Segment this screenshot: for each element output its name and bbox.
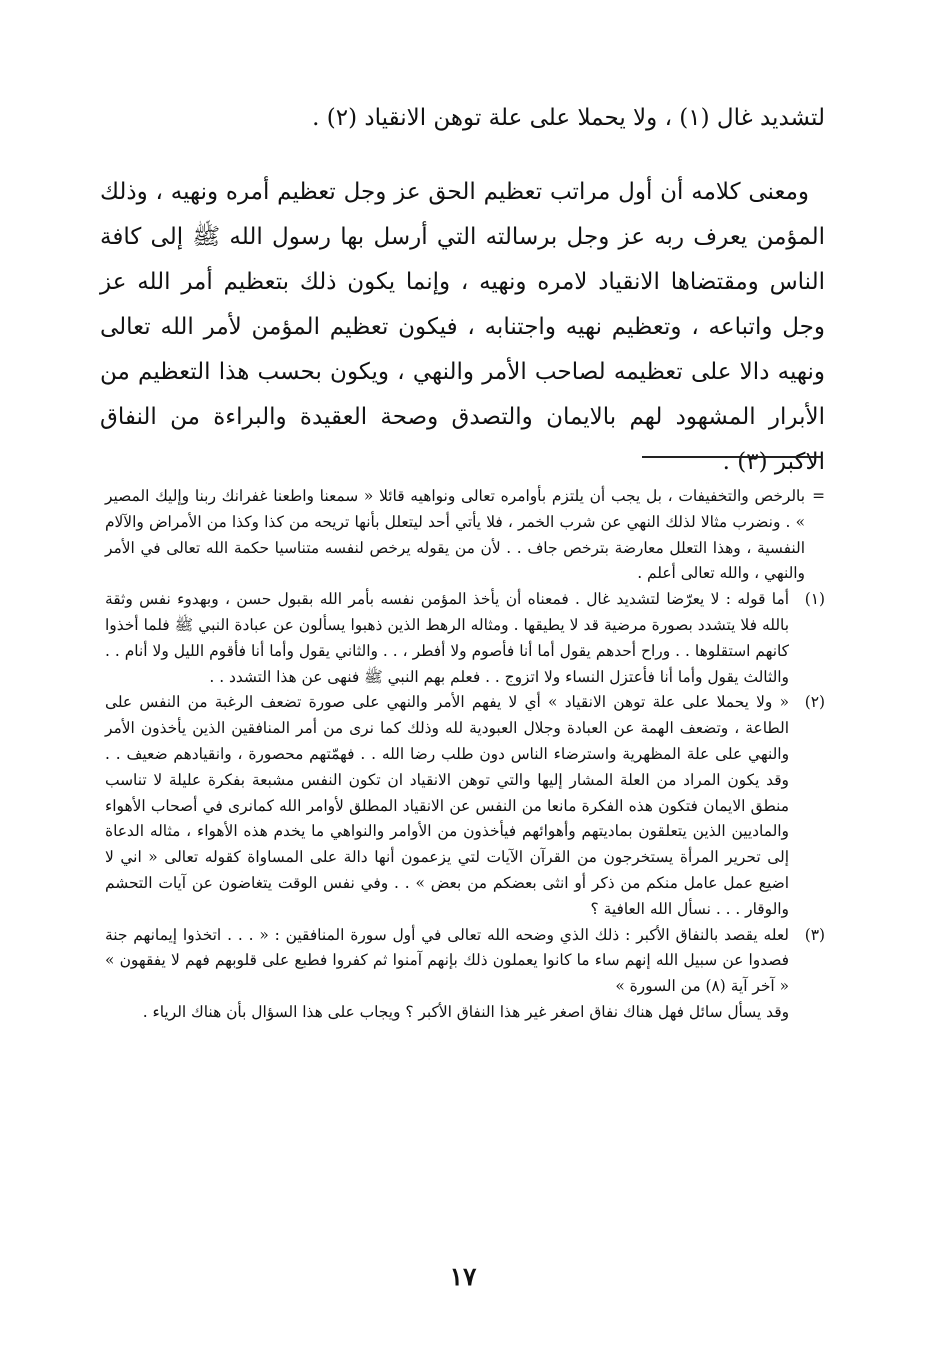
footnote-1 — [105, 587, 825, 690]
footnote-2-number: (٢) — [804, 693, 825, 712]
footnote-1-number: (١) — [804, 590, 825, 609]
page-number: ١٧ — [449, 1262, 477, 1291]
footnote-continuation — [105, 484, 825, 587]
footnote-3-text: لعله يقصد بالنفاق الأكبر : ذلك الذي وضحه الله تعالى في أول سورة المنافقين : « . . . اتخذوا إيمانهم جنة فصدوا عن سبيل الله إنهم ساء ما كانوا يعملون ذلك بإنهم آمنوا ثم كفروا فطبع على قلوبهم فهم لا يفقهون » « آخر آية (٨) من السورة » — [105, 925, 789, 996]
footnote-2-text: « ولا يحملا على علة توهن الانقياد » أي لا يفهم الأمر والنهي على صورة تضعف الرغبة من النفس على الطاعة ، وتضعف الهمة عن العبادة وجلال العبودية لله وذلك كما نرى من أمر المنافقين الذين يأخذون الأمر والنهي على علة المظهرية واسترضاء الناس دون طلب رضا الله . . فهمّتهم محصورة ، وانقيادهم ضعيف . . وقد يكون المراد من العلة المشار إليها والتي توهن الانقياد ان تكون النفس مشبعة بفكرة عليلة لا تناسب منطق الايمان فتكون هذه الفكرة مانعا من النفس عن الانقياد المطلق لأوامر الله كمانرى في أصحاب الأهواء والماديين الذين يتعلقون بماديتهم وأهوائهم فيأخذون من الأوامر والنواهي ما يخدم هذه الأهواء ، مثاله الدعاة إلى تحرير المرأة يستخرجون من القرآن الآيات لتي يزعمون أنها دالة على المساواة كقوله تعالى « اني لا اضيع عمل عامل منكم من ذكر أو انثى بعضكم من بعض » . . وفي نفس الوقت يتغاضون عن آيات التحشم والوقار . . . نسأل الله العافية ؟ — [105, 693, 789, 918]
footnote-3-continuation: وقد يسأل سائل فهل هناك نفاق اصغر غير هذا النفاق الأكبر ؟ ويجاب على هذا السؤال بأن هناك الرياء . — [142, 1002, 789, 1021]
main-text-first-line — [100, 96, 825, 141]
footnote-3 — [105, 923, 825, 1000]
main-paragraph: ومعنى كلامه أن أول مراتب تعظيم الحق عز وجل تعظيم أمره ونهيه ، وذلك المؤمن يعرف ربه عز وجل برسالته التي أرسل بها رسول الله ﷺ إلى كافة الناس ومقتضاها الانقياد لامره ونهيه ، وإنما يكون ذلك بتعظيم أمر الله عز وجل واتباعه ، وتعظيم نهيه واجتنابه ، فيكون تعظيم المؤمن لأمر الله تعالى ونهيه دالا على تعظيمه لصاحب الأمر والنهي ، ويكون بحسب هذا التعظيم من الأبرار المشهود لهم بالايمان والتصدق وصحة العقيدة والبراءة من النفاق الاكبر (٣) . — [100, 179, 825, 475]
footnote-1-text: أما قوله : لا يعرّضا لتشديد غال . فمعناه أن يأخذ المؤمن نفسه بأمر الله بقبول حسن ، وبهدوء نفس وثقة بالله فلا يتشدد بصورة مرضية قد لا يطيقها . ومثاله الرهط الذين ذهبوا يسألون عن عبادة النبي ﷺ فلما أخذوا كانهم استقلوها . . وراح أحدهم يقول أما أنا فأصوم ولا أفطر ، . . والثاني يقول وأما أنا فأقوم الليل ولا أنام . . والثالث يقول وأما أنا فأعتزل النساء ولا اتزوج . . فعلم بهم النبي ﷺ فنهى عن هذا التشدد . . — [105, 590, 789, 686]
main-paragraph-block — [100, 170, 825, 485]
main-line: لتشديد غال (١) ، ولا يحملا على علة توهن الانقياد (٢) . — [312, 105, 825, 131]
continuation-mark: = — [812, 487, 825, 505]
footnote-2 — [105, 690, 825, 922]
continuation-text: بالرخص والتخفيفات ، بل يجب أن يلتزم بأوامره تعالى ونواهيه قائلا « سمعنا واطعنا غفرانك ربنا وإليك المصير » . ونضرب مثالا لذلك النهي عن شرب الخمر ، فلا يأتي أحد ليتعلل بأنها تريحه من كذا وكذا من الأمراض والآلام النفسية ، وهذا التعلل معارضة بترخص جاف . . لأن من يقوله يرخص لنفسه متناسيا حكمة الله تعالى في الأمر والنهي ، والله تعالى أعلم . — [105, 487, 805, 583]
footnote-3-number: (٣) — [804, 925, 825, 944]
footnote-separator — [642, 456, 822, 458]
footnotes — [105, 484, 825, 1026]
